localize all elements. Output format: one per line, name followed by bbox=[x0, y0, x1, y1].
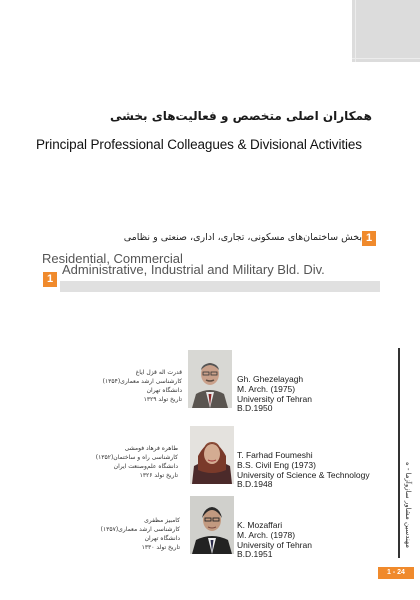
colleague-name: Gh. Ghezelayagh bbox=[237, 374, 304, 384]
colleague-degree: M. Arch. (1978) bbox=[237, 529, 296, 540]
corner-line bbox=[355, 0, 356, 62]
division-band bbox=[60, 281, 380, 292]
colleague-info-fa bbox=[80, 516, 180, 552]
colleague-photo bbox=[190, 426, 234, 484]
colleague-name-fa: قدرت اله قزل ایاغ bbox=[135, 369, 182, 376]
colleague-birth-fa: تاریخ تولد ۱۳۳۰ bbox=[141, 544, 180, 551]
page-title-fa: همکاران اصلی متخصص و فعالیت‌های بخشی bbox=[110, 109, 372, 123]
page-number-tag: 1 - 24 bbox=[378, 567, 414, 579]
colleague-info-fa bbox=[82, 368, 182, 404]
division-number-badge: 1 bbox=[362, 231, 376, 246]
colleague-card bbox=[190, 426, 234, 484]
colleague-university: University of Science & Technology bbox=[237, 469, 370, 480]
colleague-photo bbox=[190, 496, 234, 554]
colleague-university-fa: دانشگاه تهران bbox=[144, 535, 180, 542]
colleague-birth: B.D.1951 bbox=[237, 549, 273, 560]
colleague-degree-fa: کارشناسی ارشد معماری(۱۳۵۴) bbox=[102, 378, 182, 385]
colleague-name: T. Farhad Foumeshi bbox=[237, 450, 313, 460]
colleague-university-fa: دانشگاه علم‌وصنعت ایران bbox=[113, 463, 178, 470]
colleague-degree: B.S. Civil Eng (1973) bbox=[237, 459, 316, 470]
colleague-card bbox=[190, 496, 234, 554]
colleague-birth: B.D.1948 bbox=[237, 479, 273, 490]
colleague-degree-fa: کارشناسی ارشد معماری(۱۳۵۷) bbox=[100, 526, 180, 533]
colleague-info-en bbox=[237, 521, 312, 560]
colleague-university-fa: دانشگاه تهران bbox=[146, 387, 182, 394]
colleague-birth-fa: تاریخ تولد ۱۳۲۹ bbox=[143, 396, 182, 403]
division-number-badge-en: 1 bbox=[43, 272, 57, 287]
division-title-en-line1: Residential, Commercial bbox=[42, 251, 183, 266]
colleague-name: K. Mozaffari bbox=[237, 520, 283, 530]
colleague-card bbox=[188, 350, 232, 408]
colleague-photo bbox=[188, 350, 232, 408]
colleague-info-fa bbox=[78, 444, 178, 480]
colleague-name-fa: کامبیز مظفری bbox=[144, 517, 180, 524]
colleague-university: University of Tehran bbox=[237, 393, 312, 404]
corner-decoration bbox=[352, 0, 420, 62]
division-title-fa: بخش ساختمان‌های مسکونی، تجاری، اداری، صنعتی و نظامی bbox=[123, 232, 362, 243]
page-title-en: Principal Professional Colleagues & Divisional Activities bbox=[36, 137, 362, 152]
colleague-birth: B.D.1950 bbox=[237, 403, 273, 414]
colleague-university: University of Tehran bbox=[237, 539, 312, 550]
colleague-info-en bbox=[237, 451, 370, 490]
corner-line bbox=[352, 58, 420, 59]
division-title-en-line2: Administrative, Industrial and Military Bld. Div. bbox=[62, 262, 325, 277]
colleague-name-fa: طاهره فرهاد فومشی bbox=[124, 445, 178, 452]
side-label-fa: مهندسین مشاور سازوآزما - ه bbox=[404, 461, 412, 548]
colleague-birth-fa: تاریخ تولد ۱۳۲۶ bbox=[139, 472, 178, 479]
colleague-degree-fa: کارشناسی راه و ساختمان(۱۳۵۲) bbox=[95, 454, 178, 461]
colleague-degree: M. Arch. (1975) bbox=[237, 383, 296, 394]
colleague-info-en bbox=[237, 375, 312, 414]
